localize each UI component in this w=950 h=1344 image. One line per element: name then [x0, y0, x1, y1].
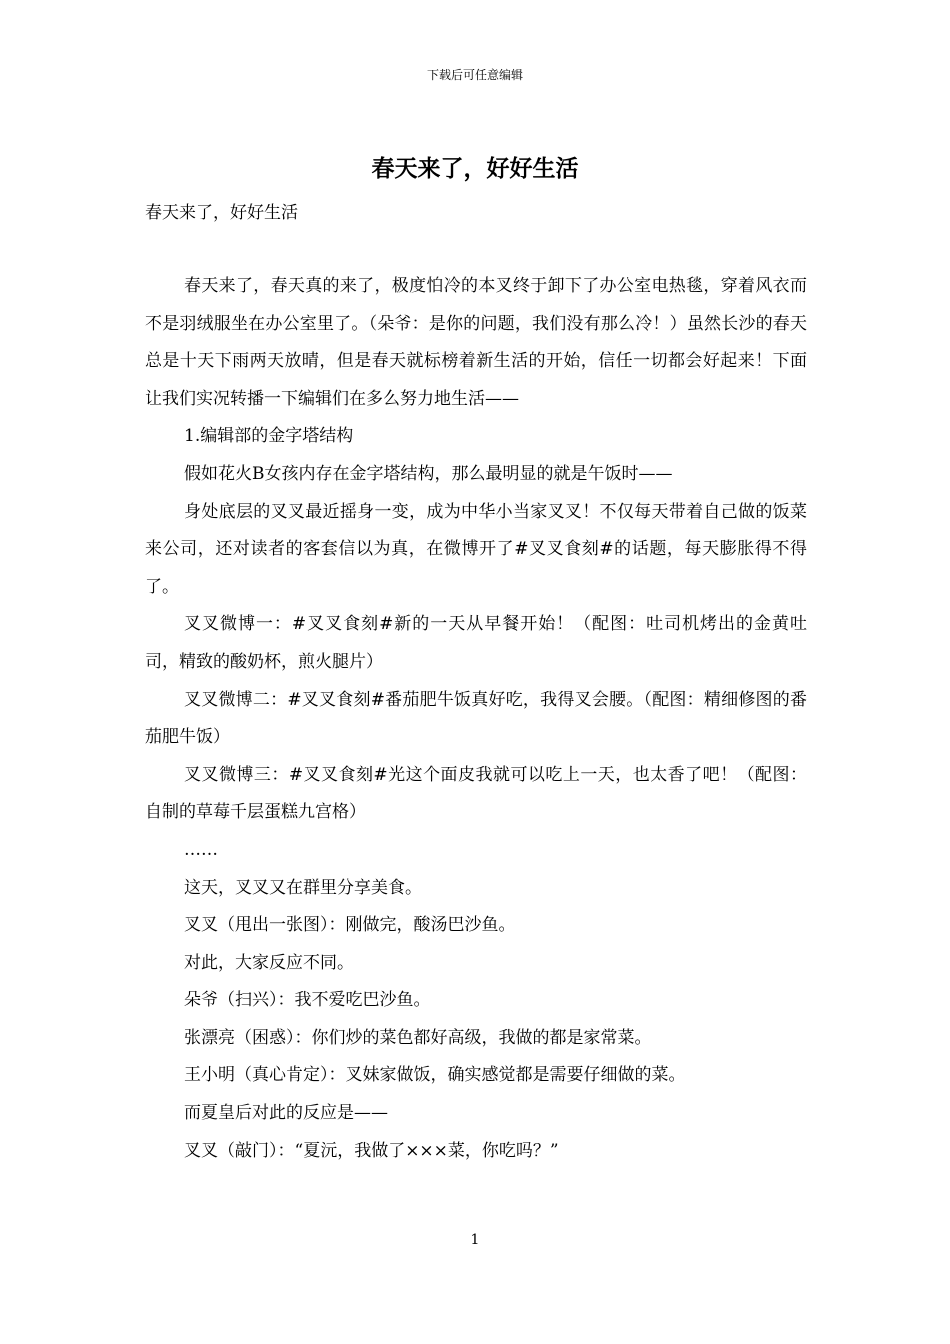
page-number: 1	[470, 1232, 480, 1248]
paragraph: 身处底层的叉叉最近摇身一变，成为中华小当家叉叉！不仅每天带着自己做的饭菜来公司，还对读者的客套信以为真，在微博开了#叉叉食刻#的话题，每天膨胀得不得了。	[145, 501, 807, 597]
paragraph: 叉叉微博二：#叉叉食刻#番茄肥牛饭真好吃，我得叉会腰。（配图：精细修图的番茄肥牛饭）	[145, 689, 807, 748]
paragraph: 假如花火B女孩内存在金字塔结构，那么最明显的就是午饭时——	[184, 463, 673, 484]
dialogue-line: 王小明（真心肯定）：叉妹家做饭，确实感觉都是需要仔细做的菜。	[184, 1065, 686, 1086]
ellipsis-line: ……	[184, 839, 218, 860]
page-header: 下载后可任意编辑	[426, 68, 523, 82]
section-heading: 1.编辑部的金字塔结构	[184, 426, 354, 447]
document-subtitle: 春天来了，好好生活	[145, 203, 298, 223]
paragraph: 叉叉微博一：#叉叉食刻#新的一天从早餐开始！（配图：吐司机烤出的金黄吐司，精致的酸奶杯，煎火腿片）	[145, 614, 807, 672]
dialogue-line: 朵爷（扫兴）：我不爱吃巴沙鱼。	[184, 990, 431, 1011]
paragraph: 而夏皇后对此的反应是——	[184, 1103, 388, 1124]
paragraph: 叉叉微博三：#叉叉食刻#光这个面皮我就可以吃上一天，也太香了吧！（配图：自制的草莓千层蛋糕九宫格）	[145, 764, 807, 823]
dialogue-line: 张漂亮（困惑）：你们炒的菜色都好高级，我做的都是家常菜。	[184, 1027, 652, 1048]
document-title: 春天来了，好好生活	[371, 155, 579, 182]
dialogue-line: 叉叉（甩出一张图）：刚做完，酸汤巴沙鱼。	[184, 915, 516, 936]
paragraph: 这天，叉叉又在群里分享美食。	[184, 877, 422, 898]
paragraph: 对此，大家反应不同。	[184, 952, 354, 973]
paragraph: 春天来了，春天真的来了，极度怕冷的本叉终于卸下了办公室电热毯，穿着风衣而不是羽绒服坐在办公室里了。（朵爷：是你的问题，我们没有那么冷！）虽然长沙的春天总是十天下雨两天放晴，但是春天就标榜着新生活的开始，信任一切都会好起来！下面让我们实况转播一下编辑们在多么努力地生活——	[145, 276, 807, 409]
document-body	[145, 268, 807, 1170]
dialogue-line: 叉叉（敲门）：“夏沅，我做了×××菜，你吃吗？”	[184, 1140, 559, 1161]
